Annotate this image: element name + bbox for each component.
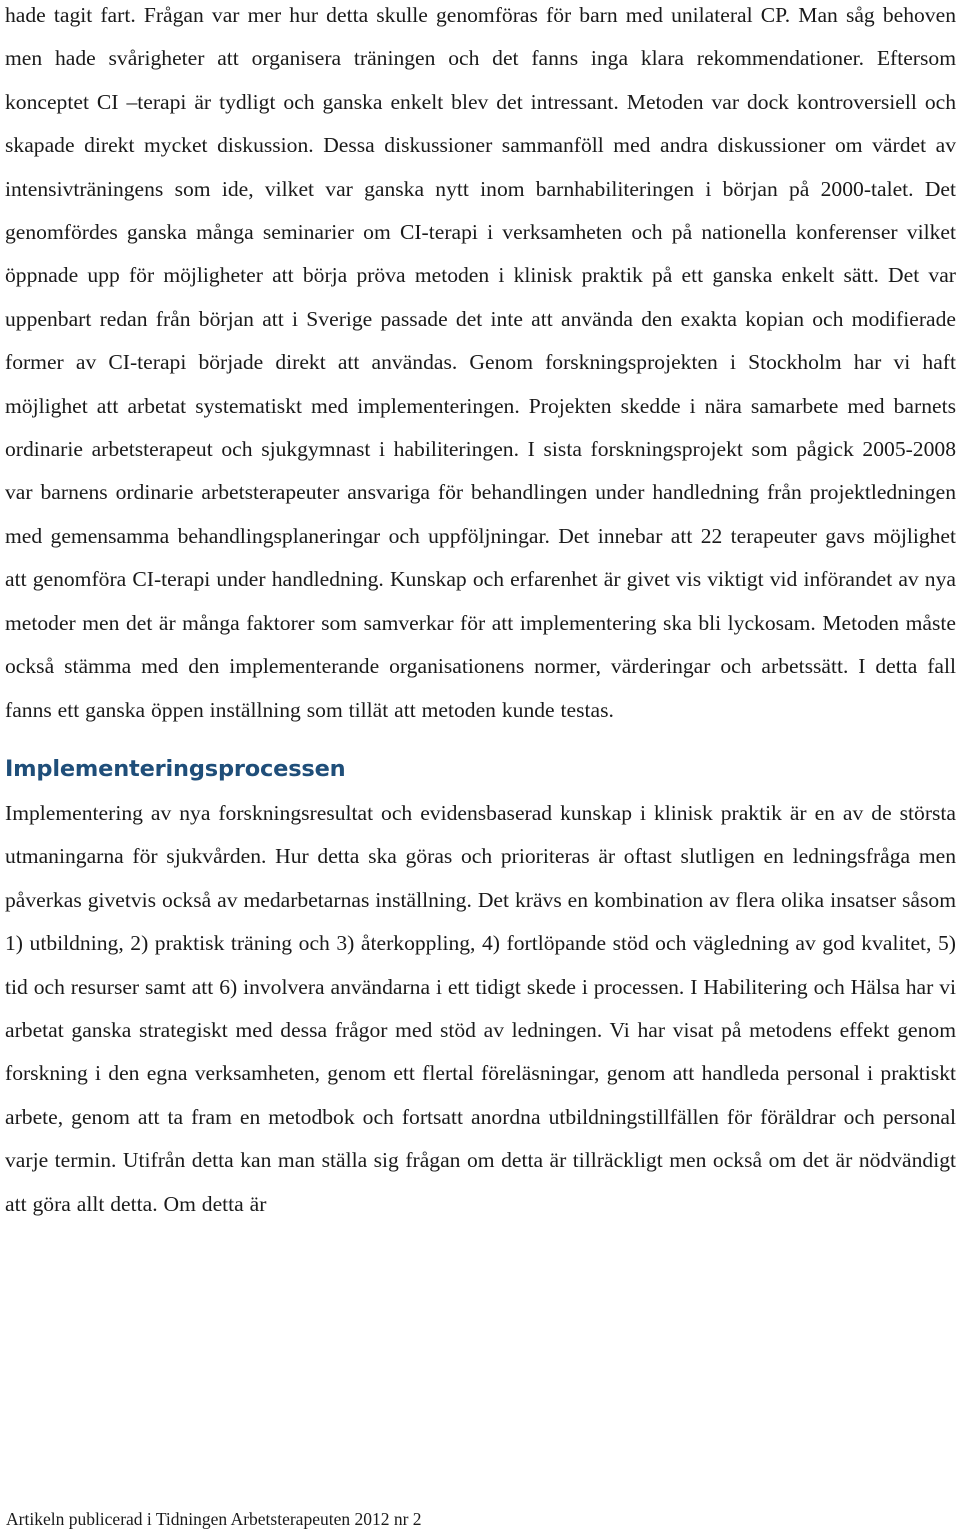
page-footer: Artikeln publicerad i Tidningen Arbetsterapeuten 2012 nr 2	[6, 1509, 422, 1529]
section-heading: Implementeringsprocessen	[5, 755, 346, 782]
body-paragraph-1: hade tagit fart. Frågan var mer hur detta skulle genomföras för barn med unilateral CP. Man såg behoven men hade svårigheter att organisera träningen och det fanns inga klara rekommendationer. Eftersom konceptet CI –terapi är tydligt och ganska enkelt blev det intressant. Metoden var dock kontroversiell och skapade direkt mycket diskussion. Dessa diskussioner sammanföll med andra diskussioner om värdet av intensivträningens som ide, vilket var ganska nytt inom barnhabiliteringen i början på 2000-talet. Det genomfördes ganska många seminarier om CI-terapi i verksamheten och på nationella konferenser vilket öppnade upp för möjligheter att börja pröva metoden i klinisk praktik på ett ganska enkelt sätt. Det var uppenbart redan från början att i Sverige passade det inte att använda den exakta kopian och modifierade former av CI-terapi började direkt att användas. Genom forskningsprojekten i Stockholm har vi haft möjlighet att arbetat systematiskt med implementeringen. Projekten skedde i nära samarbete med barnets ordinarie arbetsterapeut och sjukgymnast i habiliteringen. I sista forskningsprojekt som pågick 2005-2008 var barnens ordinarie arbetsterapeuter ansvariga för behandlingen under handledning från projektledningen med gemensamma behandlingsplaneringar och uppföljningar. Det innebar att 22 terapeuter gavs möjlighet att genomföra CI-terapi under handledning. Kunskap och erfarenhet är givet vis viktigt vid införandet av nya metoder men det är många faktorer som samverkar för att implementering ska bli lyckosam. Metoden måste också stämma med den implementerande organisationens normer, värderingar och arbetssätt. I detta fall fanns ett ganska öppen inställning som tillät att metoden kunde testas.	[5, 3, 956, 722]
body-paragraph-2: Implementering av nya forskningsresultat och evidensbaserad kunskap i klinisk praktik är en av de största utmaningarna för sjukvården. Hur detta ska göras och prioriteras är oftast slutligen en ledningsfråga men påverkas givetvis också av medarbetarnas inställning. Det krävs en kombination av flera olika insatser såsom 1) utbildning, 2) praktisk träning och 3) återkoppling, 4) fortlöpande stöd och vägledning av god kvalitet, 5) tid och resurser samt att 6) involvera användarna i ett tidigt skede i processen. I Habilitering och Hälsa har vi arbetat ganska strategiskt med dessa frågor med stöd av ledningen. Vi har visat på metodens effekt genom forskning i den egna verksamheten, genom ett flertal föreläsningar, genom att handleda personal i praktiskt arbete, genom att ta fram en metodbok och fortsatt anordna utbildningstillfällen för föräldrar och personal varje termin. Utifrån detta kan man ställa sig frågan om detta är tillräckligt men också om det är nödvändigt att göra allt detta. Om detta är	[5, 800, 956, 1216]
